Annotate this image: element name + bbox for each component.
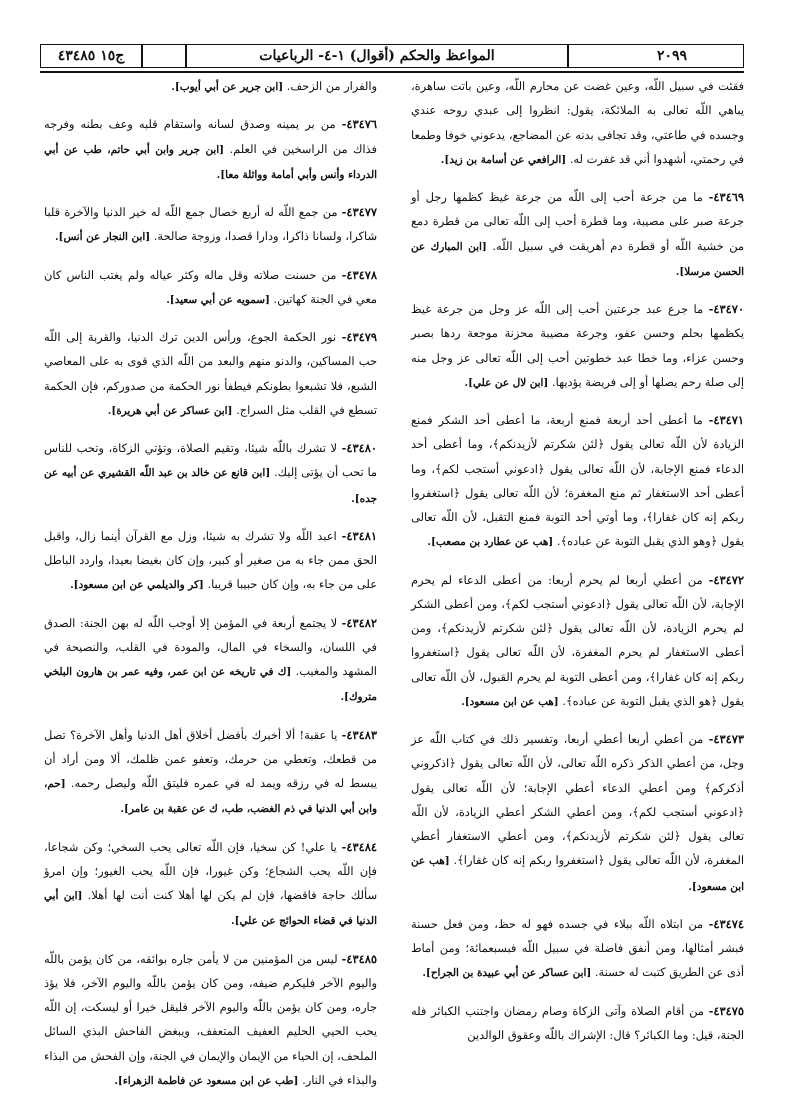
hadith-source: [كر والديلمي عن ابن مسعود].	[70, 579, 204, 592]
left-column	[44, 74, 377, 1093]
hadith-entry	[44, 263, 377, 313]
hadith-text: ليس من المؤمنين من لا يأمن جاره بوائقه، من كان يؤمن باللّه واليوم الآخر فليكرم ضيفه، ومن كان يؤمن باللّه واليوم الآخر، فلا يؤذ جاره، ومن كان يؤمن باللّه واليوم الآخر فليقل خيرا أو ليسكت، إن اللّه يحب الحيي الحليم العفيف المتعفف، ويبغض الفاحش البذي السائل الملحف، إن الحياء من الإيمان والإيمان في الجنة، وإن الفحش من البذاء والبذاء في النار.	[44, 951, 377, 1087]
hadith-text: فقئت في سبيل اللّه، وعين غضت عن محارم اللّه، وعين باتت ساهرة، يباهي اللّه تعالى به الملائكة، يقول: انظروا إلى عبدي روحه عندي وجسده في طاعتي، وقد تجافى بدنه عن المضاجع، يدعوني خوفا وطمعا في رحمتي، أشهدوا أني قد غفرت له.	[411, 79, 744, 166]
hadith-number: ٤٣٤٨٣-	[341, 727, 377, 742]
hadith-text: من أقام الصلاة وآتى الزكاة وصام رمضان واجتنب الكبائر فله الجنة، قيل: وما الكبائر؟ قال: الإشراك باللّه وعقوق الوالدين	[411, 1003, 744, 1042]
hadith-number: ٤٣٤٧٩-	[341, 330, 377, 344]
hadith-entry	[411, 999, 744, 1048]
hadith-text: ما من جرعة أحب إلى اللّه من جرعة غيظ كظمها رجل أو جرعة صبر على مصيبة، وما قطرة أحب إلى اللّه تعالى من قطرة دمع من خشية اللّه أو قطرة دم أهريقت في سبيل اللّه.	[411, 190, 744, 253]
hadith-text: من بر يمينه وصدق لسانه واستقام قلبه وعف بطنه وفرجه فذاك من الراسخين في العلم.	[44, 117, 377, 156]
hadith-source: [حم، وابن أبي الدنيا في ذم الغضب، طب، ك عن عقبة بن عامر].	[44, 778, 377, 816]
volume-reference: ج١٥ ٤٣٤٨٥	[57, 48, 125, 64]
hadith-text: من جمع اللّه له أربع خصال جمع اللّه له خير الدنيا والآخرة قلبا شاكرا، ولسانا ذاكرا، ودارا قصدا، وزوجة صالحة.	[44, 205, 377, 244]
hadith-entry	[44, 112, 377, 187]
hadith-source: [هب عن ابن مسعود].	[461, 695, 559, 708]
hadith-number: ٤٣٤٧١-	[708, 413, 744, 427]
hadith-entry	[44, 723, 377, 822]
hadith-number: ٤٣٤٧٢-	[708, 572, 744, 587]
page-number: ٢٠٩٩	[656, 48, 688, 64]
header-rule	[40, 71, 744, 73]
hadith-number: ٤٣٤٧٧-	[341, 205, 377, 219]
hadith-source: [هب عن ابن مسعود].	[411, 855, 744, 893]
hadith-number: ٤٣٤٦٩-	[708, 190, 744, 204]
hadith-entry	[411, 185, 744, 284]
hadith-entry	[44, 200, 377, 250]
hadith-source: [سمويه عن أبي سعيد].	[166, 293, 270, 306]
hadith-text: اعبد اللّه ولا تشرك به شيئا، وزل مع القرآن أينما زال، واقبل الحق ممن جاء به من صغير أو كبير، وإن كان بغيضا بعيدا، واردد الباطل على من جاء به، وإن كان حبيبا قريبا.	[44, 528, 377, 592]
hadith-number: ٤٣٤٨٥-	[341, 951, 377, 966]
hadith-entry	[44, 325, 377, 423]
hadith-source: [الرافعي عن أسامة بن زيد].	[440, 153, 567, 166]
hadith-entry	[44, 524, 377, 598]
hadith-source: [ابن لال عن علي].	[464, 376, 549, 389]
hadith-text: ما جرع عبد جرعتين أحب إلى اللّه عز وجل من جرعة غيظ يكظمها بحلم وحسن عفو، وجرعة مصيبة محزنة موجعة ردها بصبر وحسن عزاء، وما خطا عبد خطوتين أحب إلى اللّه تعالى عز وجل منه إلى صلة رحم يصلها أو إلى فريضة يؤديها.	[411, 302, 744, 389]
hadith-text: من حسنت صلاته وقل ماله وكثر عياله ولم يغتب الناس كان معي في الجنة كهاتين.	[44, 267, 377, 306]
header-title: المواعظ والحكم (أقوال) ١-٤- الرباعيات	[259, 48, 495, 64]
hadith-entry	[411, 912, 744, 986]
hadith-text: من ابتلاه اللّه ببلاء في جسده فهو له حظ، ومن فعل حسنة فبشر أمثالها، ومن أنفق فاضلة في سبيل اللّه فبسبعمائة؛ ومن أماط أذى عن الطريق كتبت له حسنة.	[411, 916, 744, 980]
hadith-text: لا تشرك باللّه شيئا، وتقيم الصلاة، وتؤتي الزكاة، وتحب للناس ما تحب أن يؤتى إليك.	[44, 441, 378, 480]
hadith-entry	[411, 408, 744, 555]
hadith-entry	[44, 74, 377, 99]
hadith-text: لا يجتمع أربعة في المؤمن إلا أوجب اللّه له بهن الجنة: الصدق في اللسان، والسخاء في المال، والمودة في القلب، والنصيحة في المشهد والمغيب.	[44, 615, 377, 678]
hadith-source: [طب عن ابن مسعود عن فاطمة الزهراء].	[114, 1074, 299, 1087]
hadith-source: [ابن قانع عن خالد بن عبد اللّه القشيري عن أبيه عن جده].	[44, 467, 377, 505]
hadith-source: [ابن عساكر عن أبي عبيدة بن الجراح].	[422, 967, 592, 980]
hadith-source: [ابن جرير وابن أبي حاتم، طب عن أبي الدرداء وأنس وأبي أمامة وواثلة معا].	[44, 143, 377, 181]
right-column	[411, 74, 744, 1047]
hadith-entry	[411, 568, 744, 715]
hadith-source: [هب عن عطارد بن مصعب].	[427, 536, 554, 549]
hadith-source: [ابن المبارك عن الحسن مرسلا].	[411, 240, 744, 278]
hadith-entry	[44, 436, 377, 511]
hadith-source: [ابن أبي الدنيا في قضاء الحوائج عن علي].	[44, 890, 377, 928]
hadith-text: يا علي! كن سخيا، فإن اللّه تعالى يحب السخي؛ وكن شجاعا، فإن اللّه يحب الشجاع؛ وكن غيورا، فإن اللّه يحب الغيور؛ وإن امرؤ سألك حاجة فاقضها، فإن لم يكن لها أهلا كنت أنت لها أهلا.	[44, 839, 377, 902]
hadith-number: ٤٣٤٧٥-	[708, 1003, 744, 1018]
hadith-number: ٤٣٤٨٤-	[341, 839, 377, 854]
hadith-text: والفرار من الزحف.	[286, 79, 377, 93]
hadith-number: ٤٣٤٨٠-	[341, 441, 377, 455]
hadith-text: من أعطي أربعا لم يحرم أربعا: من أعطى الدعاء لم يحرم الإجابة، لأن اللّه تعالى يقول ﴿ادعوني أستجب لكم﴾، ومن أعطى الشكر لم يحرم الزيادة، لأن اللّه تعالى يقول ﴿لئن شكرتم لأزيدنكم﴾، ومن أعطى الاستغفار لم يحرم المغفرة، لأن اللّه تعالى يقول ﴿استغفروا ربكم إنه كان غفارا﴾، ومن أعطى التوبة لم يحرم القبول، لأن اللّه تعالى يقول ﴿هو الذي يقبل التوبة عن عباده﴾.	[411, 572, 744, 708]
hadith-source: [ك في تاريخه عن ابن عمر، وفيه عمر بن هارون البلخي متروك].	[44, 666, 377, 704]
hadith-text: يا عقبة! ألا أخبرك بأفضل أخلاق أهل الدنيا وأهل الآخرة؟ تصل من قطعك، وتعطي من حرمك، وتعفو عمن ظلمك، ألا ومن أراد أن يبسط له في رزقه ويمد له في عمره فليتق اللّه وليصل رحمه.	[44, 727, 377, 790]
hadith-source: [ابن عساكر عن أبي هريرة].	[107, 404, 233, 417]
hadith-number: ٤٣٤٧٠-	[708, 302, 744, 316]
hadith-number: ٤٣٤٧٨-	[341, 267, 377, 282]
hadith-entry	[411, 727, 744, 899]
hadith-source: [ابن النجار عن أنس].	[54, 231, 151, 244]
hadith-entry	[44, 947, 377, 1094]
hadith-entry	[411, 297, 744, 395]
hadith-number: ٤٣٤٧٦-	[341, 117, 377, 132]
hadith-text: نور الحكمة الجوع، ورأس الدين ترك الدنيا، والقربة إلى اللّه حب المساكين، والدنو منهم والبعد من اللّه الذي قوى به على المعاصي الشبع، فلا تشبعوا بطونكم فيطفأ نور الحكمة من صدوركم، فإن الحكمة تسطع في القلب مثل السراج.	[44, 330, 377, 417]
hadith-entry	[44, 835, 377, 934]
hadith-entry	[411, 74, 744, 172]
hadith-source: [ابن جرير عن أبي أيوب].	[171, 81, 284, 93]
hadith-entry	[44, 611, 377, 710]
hadith-text: من أعطي أربعا أعطي أربعا، وتفسير ذلك في كتاب اللّه عز وجل، من أعطي الذكر ذكره اللّه تعالى، لأن اللّه تعالى يقول ﴿اذكروني أذكركم﴾ ومن أعطي الدعاء أعطي الإجابة؛ لأن اللّه تعالى يقول ﴿ادعوني أستجب لكم﴾، ومن أعطي الشكر أعطي الزيادة، لأن اللّه تعالى يقول ﴿لئن شكرتم لأزيدنكم﴾، ومن أعطي الاستغفار أعطي المغفرة، لأن اللّه تعالى يقول ﴿استغفروا ربكم إنه كان غفارا﴾.	[411, 732, 745, 868]
hadith-number: ٤٣٤٧٤-	[708, 916, 744, 931]
hadith-number: ٤٣٤٨٢-	[341, 615, 377, 630]
hadith-text: ما أعطى أحد أربعة فمنع أربعة، ما أعطى أحد الشكر فمنع الزيادة لأن اللّه تعالى يقول ﴿لئن شكرتم لأزيدنكم﴾، وما أعطى أحد الدعاء فمنع الإجابة، لأن اللّه تعالى يقول ﴿ادعوني أستجب لكم﴾، وما أعطى أحد الاستغفار ثم منع المغفرة؛ لأن اللّه تعالى يقول ﴿استغفروا ربكم إنه كان غفارا﴾، وما أوتي أحد التوبة فمنع التقبل، لأن اللّه تعالى يقول ﴿وهو الذي يقبل التوبة عن عباده﴾.	[411, 413, 744, 549]
hadith-number: ٤٣٤٨١-	[341, 528, 377, 543]
hadith-number: ٤٣٤٧٣-	[708, 732, 744, 746]
running-header	[40, 44, 744, 68]
